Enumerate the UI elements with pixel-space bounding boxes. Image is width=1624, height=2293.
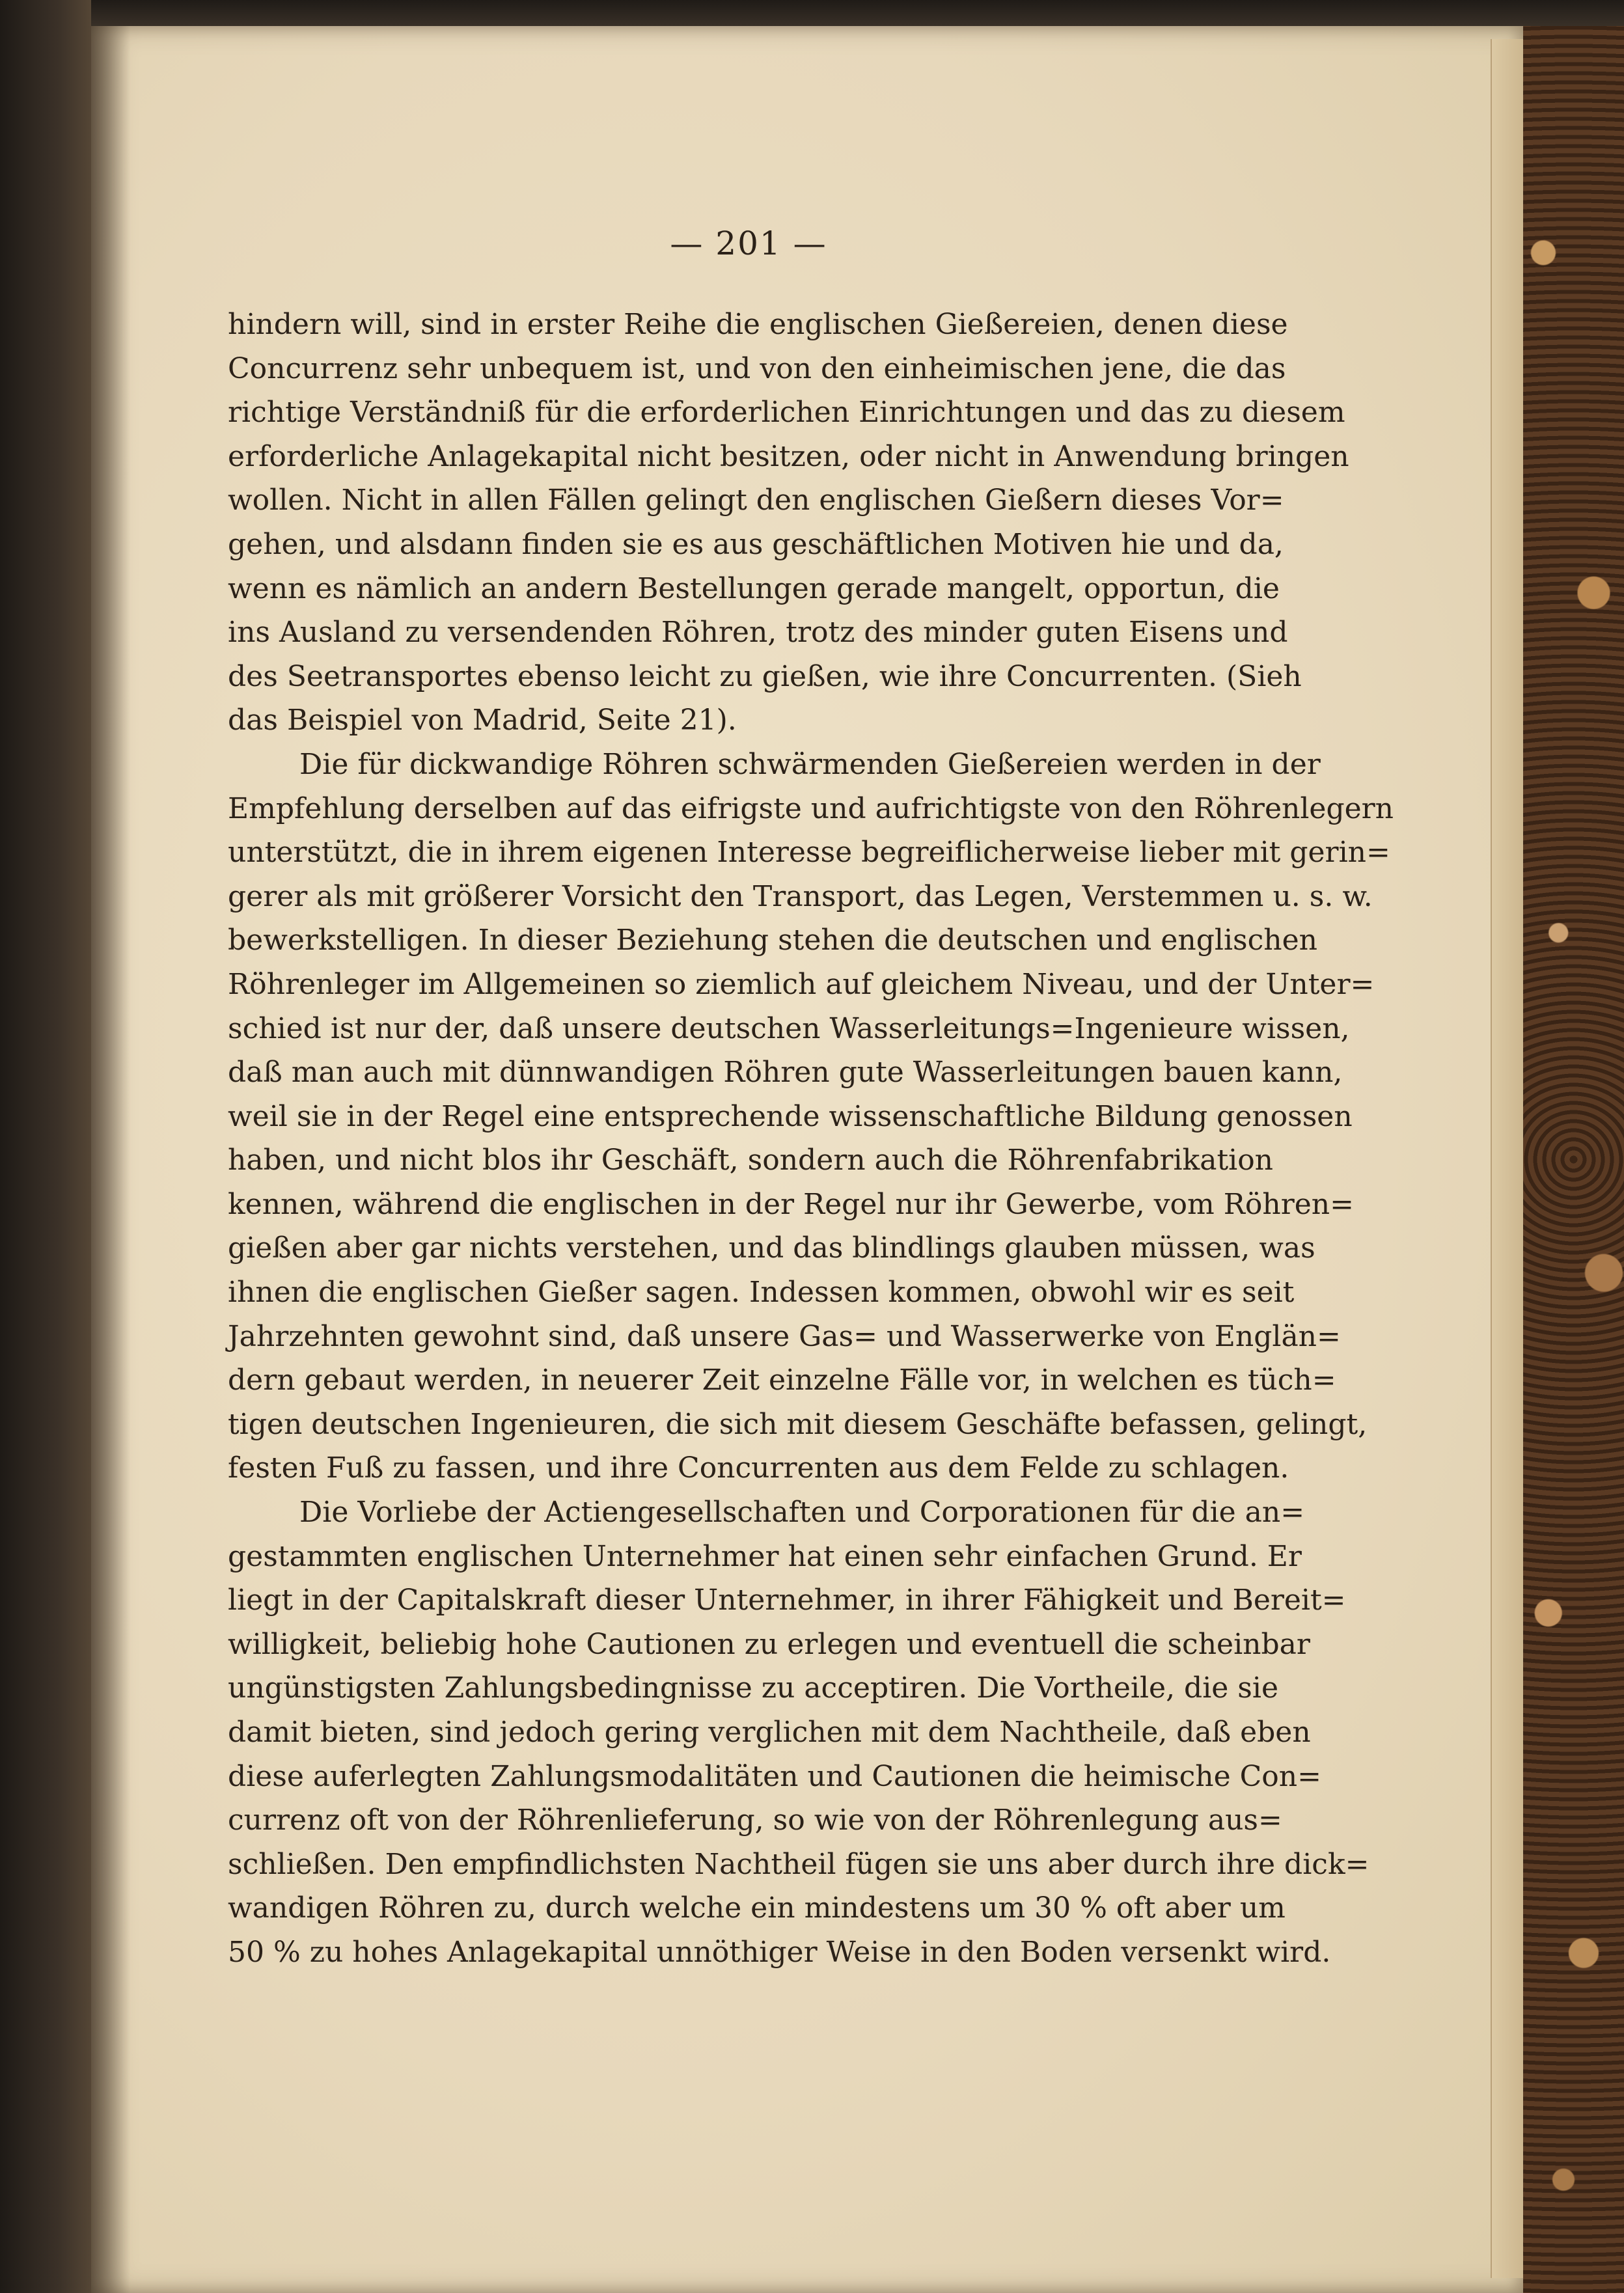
text-line: currenz oft von der Röhrenlieferung, so wie von der Röhrenlegung aus= [228, 1804, 1282, 1837]
text-line: damit bieten, sind jedoch gering verglichen mit dem Nachtheile, daß eben [228, 1716, 1311, 1749]
text-line: festen Fuß zu fassen, und ihre Concurrenten aus dem Felde zu schlagen. [228, 1451, 1289, 1485]
text-line: Jahrzehnten gewohnt sind, daß unsere Gas= und Wasserwerke von Englän= [228, 1319, 1341, 1353]
text-line: Die Vorliebe der Actiengesellschaften und Corporationen für die an= [299, 1496, 1305, 1530]
background-left-edge [0, 0, 98, 2293]
paragraph-1 [228, 303, 1349, 743]
text-line: gestammten englischen Unternehmer hat einen sehr einfachen Grund. Er [228, 1539, 1302, 1573]
text-line: ungünstigsten Zahlungsbedingnisse zu acceptiren. Die Vortheile, die sie [228, 1671, 1278, 1705]
text-line: des Seetransportes ebenso leicht zu gießen, wie ihre Concurrenten. (Sieh [228, 659, 1302, 693]
text-line: gießen aber gar nichts verstehen, und das blindlings glauben müssen, was [228, 1231, 1315, 1265]
text-line: diese auferlegten Zahlungsmodalitäten und Cautionen die heimische Con= [228, 1759, 1321, 1793]
text-line: wollen. Nicht in allen Fällen gelingt den englischen Gießern dieses Vor= [228, 484, 1284, 517]
text-line: 50 % zu hohes Anlagekapital unnöthiger Weise in den Boden versenkt wird. [228, 1935, 1331, 1969]
text-line: Empfehlung derselben auf das eifrigste und aufrichtigste von den Röhrenlegern [228, 791, 1394, 825]
text-line: Röhrenleger im Allgemeinen so ziemlich auf gleichem Niveau, und der Unter= [228, 967, 1375, 1001]
text-line: schließen. Den empfindlichsten Nachtheil fügen sie uns aber durch ihre dick= [228, 1847, 1369, 1881]
paragraph-3 [228, 1490, 1369, 1975]
text-line: wenn es nämlich an andern Bestellungen gerade mangelt, opportun, die [228, 571, 1280, 605]
paragraph-2 [228, 743, 1394, 1490]
text-line: richtige Verständniß für die erforderlichen Einrichtungen und das zu diesem [228, 396, 1345, 430]
text-line: kennen, während die englischen in der Regel nur ihr Gewerbe, vom Röhren= [228, 1187, 1354, 1221]
text-line: das Beispiel von Madrid, Seite 21). [228, 704, 737, 737]
text-line: gehen, und alsdann finden sie es aus geschäftlichen Motiven hie und da, [228, 527, 1284, 561]
text-line: weil sie in der Regel eine entsprechende wissenschaftliche Bildung genossen [228, 1099, 1353, 1133]
text-line: ins Ausland zu versendenden Röhren, trotz des minder guten Eisens und [228, 616, 1288, 650]
text-line: liegt in der Capitalskraft dieser Unternehmer, in ihrer Fähigkeit und Bereit= [228, 1584, 1346, 1617]
text-line: erforderliche Anlagekapital nicht besitzen, oder nicht in Anwendung bringen [228, 439, 1349, 473]
text-line: hindern will, sind in erster Reihe die englischen Gießereien, denen diese [228, 308, 1288, 341]
page-content [228, 225, 1394, 1975]
text-line: ihnen die englischen Gießer sagen. Indessen kommen, obwohl wir es seit [228, 1276, 1295, 1310]
text-line: unterstützt, die in ihrem eigenen Interesse begreiflicherweise lieber mit gerin= [228, 836, 1390, 870]
text-line: Concurrenz sehr unbequem ist, und von den einheimischen jene, die das [228, 351, 1286, 385]
page-number: — 201 — [670, 225, 827, 262]
text-line: schied ist nur der, daß unsere deutschen Wasserleitungs=Ingenieure wissen, [228, 1011, 1350, 1045]
text-line: dern gebaut werden, in neuerer Zeit einzelne Fälle vor, in welchen es tüch= [228, 1364, 1336, 1397]
text-line: haben, und nicht blos ihr Geschäft, sondern auch die Röhrenfabrikation [228, 1144, 1274, 1177]
text-line: gerer als mit größerer Vorsicht den Transport, das Legen, Verstemmen u. s. w. [228, 879, 1373, 913]
text-line: bewerkstelligen. In dieser Beziehung stehen die deutschen und englischen [228, 924, 1317, 957]
text-line: Die für dickwandige Röhren schwärmenden Gießereien werden in der [299, 747, 1321, 781]
text-line: daß man auch mit dünnwandigen Röhren gute Wasserleitungen bauen kann, [228, 1056, 1343, 1090]
text-line: willigkeit, beliebig hohe Cautionen zu erlegen und eventuell die scheinbar [228, 1627, 1310, 1661]
book-cover-marbled [1523, 26, 1624, 2293]
text-line: wandigen Röhren zu, durch welche ein mindestens um 30 % oft aber um [228, 1891, 1286, 1925]
page-gutter-shadow [91, 26, 130, 2293]
text-line: tigen deutschen Ingenieuren, die sich mit diesem Geschäfte befassen, gelingt, [228, 1407, 1368, 1441]
